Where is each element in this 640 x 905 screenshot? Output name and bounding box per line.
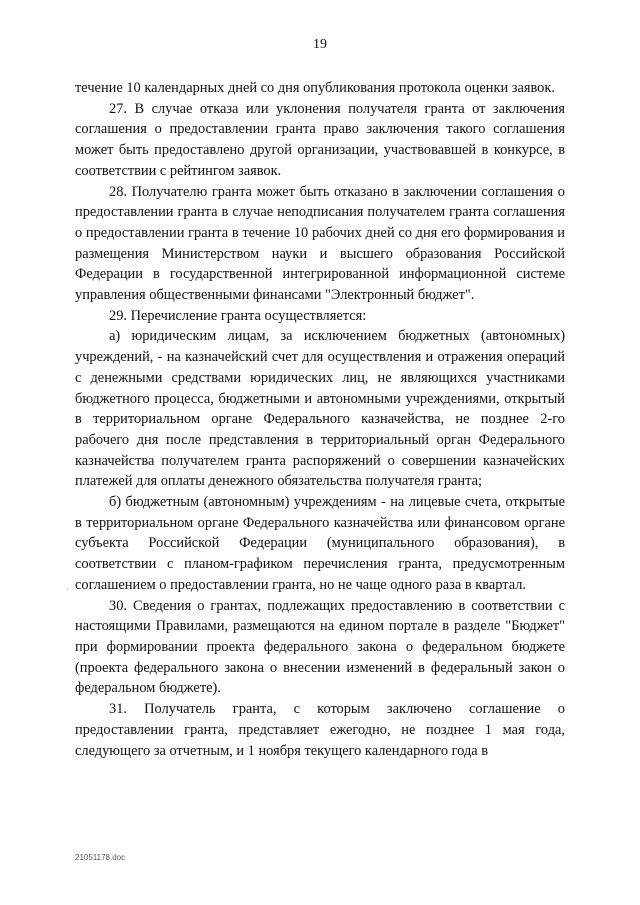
paragraph-29: 29. Перечисление гранта осуществляется: xyxy=(109,307,367,324)
paragraph-continuation: течение 10 календарных дней со дня опубликования протокола оценки заявок. xyxy=(75,80,555,96)
document-body xyxy=(75,78,565,761)
paragraph-29-a: а) юридическим лицам, за исключением бюджетных (автономных) учреждений, - на казначейский счет для осуществления и отражения операций с денежными средствами юридических лиц, не являющихся участниками бюджетного процесса, бюджетными и автономными учреждениями, открытый в территориальном органе Федерального казначейства, не позднее 2-го рабочего дня после представления в территориальный орган Федерального казначейства получателем гранта распоряжений о совершении казначейских платежей для оплаты денежного обязательства получателя гранта; xyxy=(75,328,565,490)
paragraph-28: 28. Получателю гранта может быть отказано в заключении соглашения о предоставлении гранта в случае неподписания получателем гранта соглашения о предоставлении гранта в течение 10 рабочих дней со дня его формирования и размещения Министерством науки и высшего образования Российской Федерации в государственной интегрированной информационной системе управления общественными финансами "Электронный бюджет". xyxy=(75,183,565,304)
paragraph-29-b: б) бюджетным (автономным) учреждениям - на лицевые счета, открытые в территориальном органе Федерального казначейства или финансовом органе субъекта Российской Федерации (муниципального образования), в соответствии с планом-графиком перечисления гранта, предусмотренным соглашением о предоставлении гранта, но не чаще одного раза в квартал. xyxy=(75,494,565,593)
paragraph-27: 27. В случае отказа или уклонения получателя гранта от заключения соглашения о предоставлении гранта право заключения такого соглашения может быть предоставлено другой организации, участвовавшей в конкурсе, в соответствии с рейтингом заявок. xyxy=(75,100,565,179)
paragraph-31: 31. Получатель гранта, с которым заключено соглашение о предоставлении гранта, представляет ежегодно, не позднее 1 мая года, следующего за отчетным, и 1 ноября текущего календарного года в xyxy=(75,701,565,759)
page-number: 19 xyxy=(313,37,327,52)
margin-mark: · xyxy=(66,585,69,594)
file-name-footer: 21051178.doc xyxy=(75,853,126,862)
paragraph-30: 30. Сведения о грантах, подлежащих предоставлению в соответствии с настоящими Правилами, размещаются на едином портале в разделе "Бюджет" при формировании проекта федерального закона о федеральном бюджете (проекта федерального закона о внесении изменений в федеральный закон о федеральном бюджете). xyxy=(75,597,565,697)
